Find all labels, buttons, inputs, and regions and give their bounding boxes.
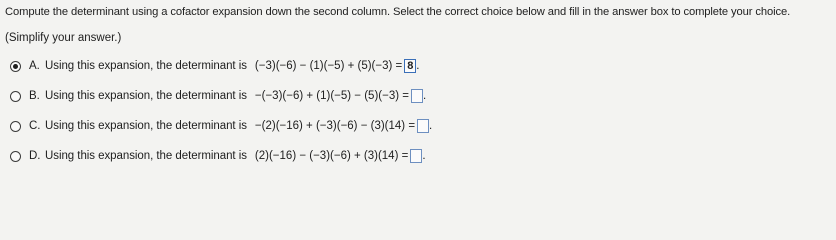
answer-box-b[interactable]: [411, 89, 423, 103]
choice-letter-d: D.: [29, 150, 41, 162]
radio-button-c[interactable]: [10, 121, 21, 132]
choice-d[interactable]: [10, 146, 810, 166]
choice-letter-a: A.: [29, 60, 40, 72]
choice-expression-a: (−3)(−6) − (1)(−5) + (5)(−3) =: [254, 60, 403, 72]
simplify-instruction: (Simplify your answer.): [5, 32, 122, 44]
choice-letter-c: C.: [29, 120, 41, 132]
choice-b[interactable]: [10, 86, 810, 106]
period-c: .: [429, 120, 433, 132]
radio-button-b[interactable]: [10, 91, 21, 102]
choice-text-a: Using this expansion, the determinant is: [45, 60, 247, 72]
choice-expression-b: −(−3)(−6) + (1)(−5) − (5)(−3) =: [254, 90, 409, 102]
period-a: .: [416, 60, 420, 72]
answer-box-a[interactable]: 8: [404, 59, 416, 73]
radio-button-a[interactable]: [10, 61, 21, 72]
answer-box-d[interactable]: [410, 149, 422, 163]
choice-expression-d: (2)(−16) − (−3)(−6) + (3)(14) =: [254, 150, 409, 162]
choice-text-d: Using this expansion, the determinant is: [45, 150, 247, 162]
choice-c[interactable]: [10, 116, 810, 136]
choice-expression-c: −(2)(−16) + (−3)(−6) − (3)(14) =: [254, 120, 416, 132]
choice-a[interactable]: [10, 56, 810, 76]
period-b: .: [422, 90, 427, 102]
period-d: .: [422, 150, 426, 162]
choice-text-c: Using this expansion, the determinant is: [45, 120, 247, 132]
answer-box-c[interactable]: [417, 119, 429, 133]
choice-letter-b: B.: [29, 90, 40, 102]
choice-text-b: Using this expansion, the determinant is: [45, 90, 247, 102]
question-prompt: Compute the determinant using a cofactor expansion down the second column. Select the correct choice below and fill in the answer box to complete your choice.: [5, 6, 791, 18]
radio-button-d[interactable]: [10, 151, 21, 162]
